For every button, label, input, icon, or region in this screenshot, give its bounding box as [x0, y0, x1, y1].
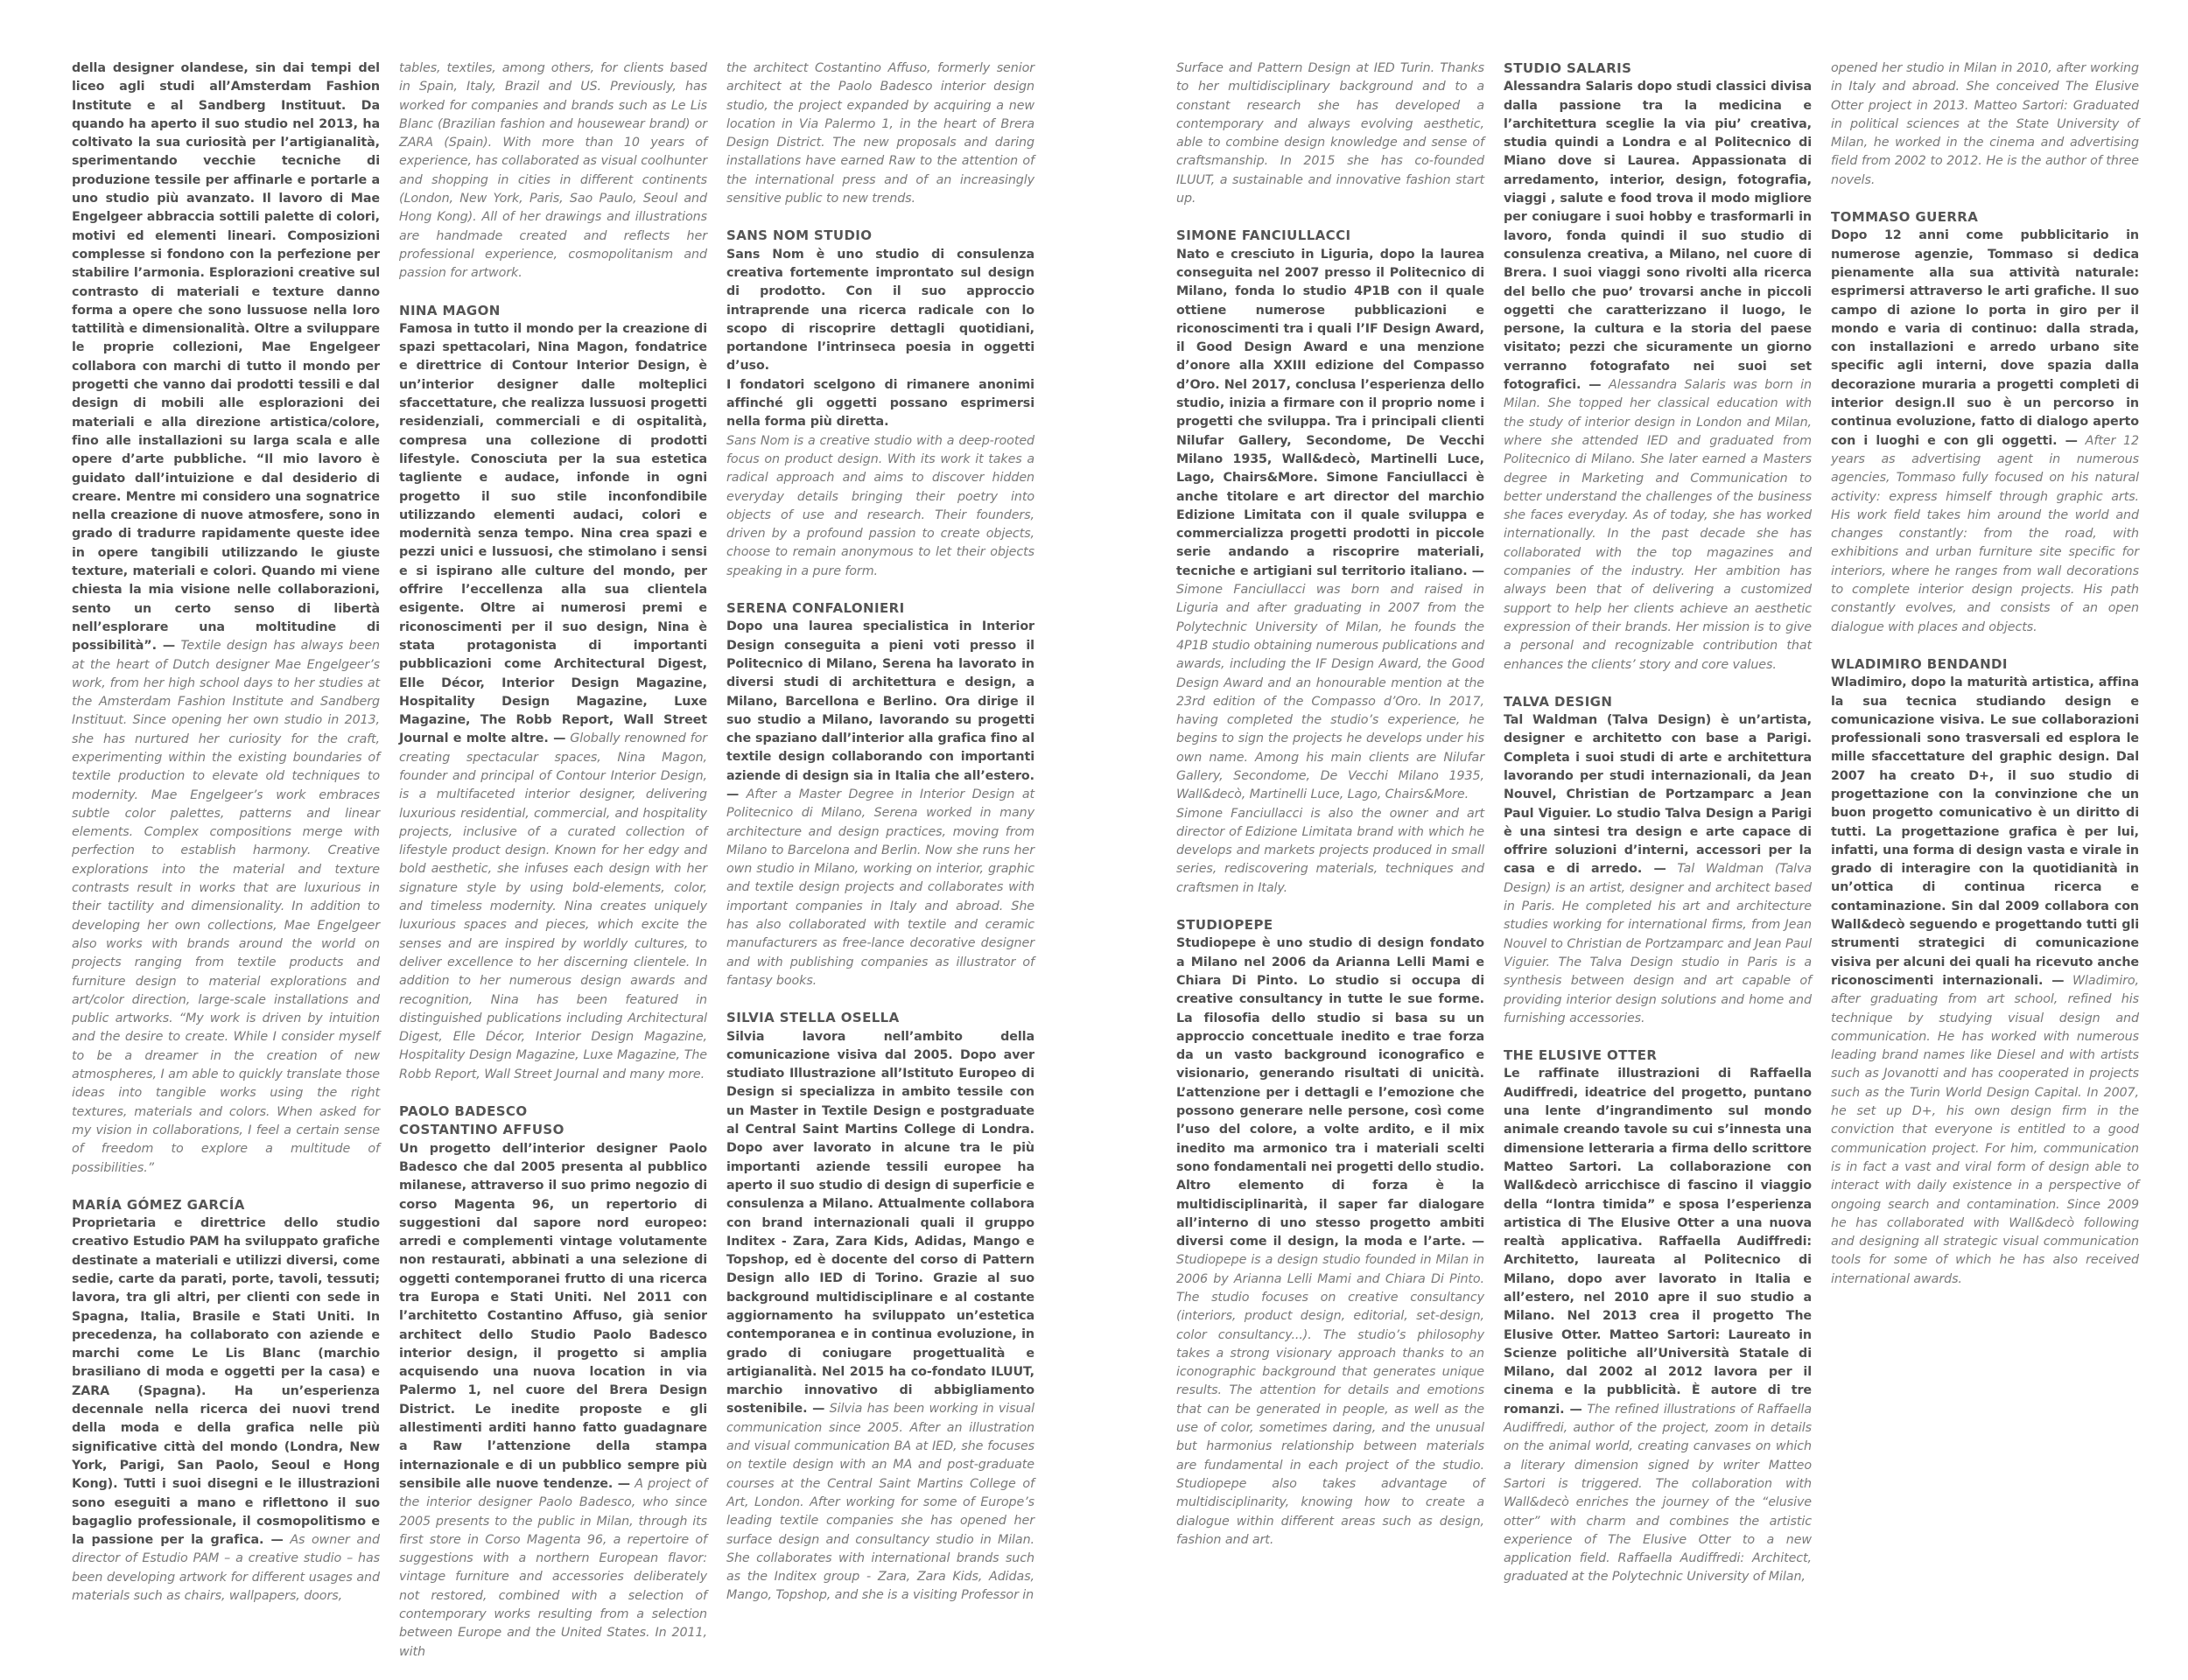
section — [72, 1196, 380, 1606]
italian-text: Un progetto dell’interior designer Paolo Badesco che dal 2005 presenta al pubblico milanese, attraverso il suo primo negozio di corso Magenta 96, un repertorio di suggestioni dal sapore nord europeo: arredi e complementi vintage volutamente non restaurati, abbinati a una selezione di oggetti contemporanei frutto di una ricerca tra Europa e Stati Uniti. Nel 2011 con l’architetto Costantino Affuso, già senior architect dello Studio Paolo Badesco interior design, il progetto si amplia acquisendo una nuova location in via Palermo 1, nel cuore del Brera Design District. Le inedite proposte e gli allestimenti arditi hanno fatto guadagnare a Raw l’attenzione della stampa internazionale e di un pubblico sempre più sensibile alle nuove tendenze. — — [399, 1141, 707, 1491]
section-text — [399, 1140, 707, 1662]
italian-text: Dopo una laurea specialistica in Interior Design conseguita a pieni voti presso il Politecnico di Milano, Serena ha lavorato in diversi studi di architettura e design, a Milano, Barcellona e Berlino. Ora dirige il suo studio a Milano, lavorando su progetti che spaziano dall’interior alla grafica fino al textile design collaborando con importanti aziende di design sia in Italia che all’estero. — — [726, 620, 1034, 802]
english-text: After a Master Degree in Interior Design at Politecnico di Milano, Serena worked in many architecture and design practices, moving from Milano to Barcelona and Berlin. Now she runs her own studio in Milano, working on interior, graphic and textile design projects and collaborates with important companies in Italy and abroad. She has also collaborated with textile and ceramic manufacturers as free-lance decorative designer and with publishing companies as illustrator of fantasy books. — [726, 787, 1034, 988]
section — [1176, 916, 1484, 1550]
section — [399, 302, 707, 1084]
english-text: opened her studio in Milan in 2010, after working in Italy and abroad. She conceived The Elusive Otter project in 2013. Matteo Sartori: Graduated in political sciences at the State University of Milan, he worked in the cinema and advertising field from 2002 to 2012. He is the author of three novels. — [1831, 61, 2139, 187]
section-text — [726, 1028, 1034, 1606]
section-heading: PAOLO BADESCO COSTANTINO AFFUSO — [399, 1103, 565, 1138]
english-text: tables, textiles, among others, for clients based in Spain, Italy, Brazil and US. Previously, has worked for companies and brands such as Le Lis Blanc (Brazilian fashion and housewear brand) or ZARA (Spain). With more than 10 years of experience, has collaborated as visual coolhunter and shopping in cities in different continents (London, New York, Paris, Sao Paulo, Seoul and Hong Kong). All of her drawings and illustrations are handmade created and reflects her professional experience, cosmopolitanism and passion for artwork. — [399, 61, 707, 281]
section — [1504, 1046, 1812, 1587]
english-text: Globally renowned for creating spectacular spaces, Nina Magon, founder and principal of Contour Interior Design, is a multifaceted interior designer, delivering luxurious residential, commercial, and hospitality projects, inclusive of a curated collection of lifestyle product design. Known for her edgy and bold aesthetic, she infuses each design with her signature style by using bold-elements, color, and timeless modernity. Nina creates uniquely luxurious spaces and pieces, which excite the senses and are inspired by worldly cultures, to deliver excellence to her discerning clientele. In addition to her numerous design awards and recognition, Nina has been featured in distinguished publications including Architectural Digest, Elle Décor, Interior Design Magazine, Hospitality Design Magazine, Luxe Magazine, The Robb Report, Wall Street Journal and many more. — [399, 732, 707, 1082]
italian-text: Proprietaria e direttrice dello studio creativo Estudio PAM ha sviluppato grafiche destinate a materiali e utilizzi diversi, come sedie, carte da parati, porte, tavoli, tessuti; lavora, tra gli altri, per clienti con sede in Spagna, Italia, Brasile e Stati Uniti. In precedenza, ha collaborato con aziende e marchi come Le Lis Blanc (marchio brasiliano di moda e oggetti per la casa) e ZARA (Spagna). Ha un’esperienza decennale nella ricerca dei nuovi trend della moda e della grafica nelle più significative città del mondo (Londra, New York, Parigi, San Paolo, Seoul e Hong Kong). Tutti i suoi disegni e le illustrazioni sono eseguiti a mano e riflettono il suo bagaglio professionale, il cosmopolitismo e la passione per la grafica. — — [72, 1216, 380, 1548]
italian-text: Famosa in tutto il mondo per la creazione di spazi spettacolari, Nina Magon, fondatrice e direttrice di Contour Interior Design, è un’interior designer dalle molteplici sfaccettature, che realizza lussuosi progetti residenziali, commerciali e di ospitalità, compresa una collezione di prodotti lifestyle. Conosciuta per la sua estetica tagliente e audace, infonde in ogni progetto il suo stile inconfondibile utilizzando elementi audaci, colori e modernità senza tempo. Nina crea spazi e pezzi unici e lussuosi, che stimolano i sensi e si ispirano alle culture del mondo, per offrire l’eccellenza alla sua clientela esigente. Oltre ai numerosi premi e riconoscimenti per il suo design, Nina è stata protagonista di importanti pubblicazioni come Architectural Digest, Elle Décor, Interior Design Magazine, Hospitality Design Magazine, Luxe Magazine, The Robb Report, Wall Street Journal e molte altre. — — [399, 321, 707, 746]
section-heading: TALVA DESIGN — [1504, 693, 1613, 710]
section — [726, 60, 1034, 208]
section-text — [1504, 78, 1812, 675]
english-text: Textile design has always been at the heart of Dutch designer Mae Engelgeer’s work, from her high school days to her studies at the Amsterdam Fashion Institute and Sandberg Instituut. Since opening her own studio in 2013, she has nurtured her curiosity for the craft, experimenting within the existing boundaries of textile production to elevate old techniques to modernity. Mae Engelgeer’s work embraces subtle color palettes, patterns and linear elements. Complex compositions merge with perfection to establish harmony. Creative explorations into the material and texture contrasts result in works that are luxurious in their tactility and dimensionality. In addition to developing her own collections, Mae Engelgeer also works with brands around the world on projects ranging from textile products and furniture design to material explorations and art/color direction, large-scale installations and public artworks. “My work is driven by intuition and the desire to create. While I consider myself to be a dreamer in the creation of new atmospheres, I am able to quickly translate those ideas into tangible works using the right textures, materials and colors. When asked for my vision in collaborations, I feel a certain sense of freedom to explore a multitude of possibilities.” — [72, 639, 380, 1175]
section-heading: SERENA CONFALONIERI — [726, 600, 905, 617]
english-text: As owner and director of Estudio PAM – a creative studio – has been developing artwork for different usages and materials such as chairs, wallpapers, doors, — [72, 1533, 380, 1604]
section-heading: WLADIMIRO BENDANDI — [1831, 655, 2008, 672]
italian-text: Tal Waldman (Talva Design) è un’artista, designer e architetto con base a Parigi. Completa i suoi studi di arte e architettura lavorando per studi internazionali, da Jean Nouvel, Christian de Portzamparc a Jean Paul Viguier. Lo studio Talva Design a Parigi è una sintesi tra design e arte capace di offrire soluzioni d’interni, accessori per la casa e di arredo. — — [1504, 713, 1812, 877]
section-text — [1176, 246, 1484, 898]
section — [726, 227, 1034, 581]
section-text — [72, 60, 380, 1178]
english-text: Tal Waldman (Talva Design) is an artist, designer and architect based in Paris. He completed his art and architecture studies working for international firms, from Jean Nouvel to Christian de Portzamparc and Jean Paul Viguier. The Talva Design studio in Paris is a synthesis between design and art capable of providing interior design solutions and home and furnishing accessories. — [1504, 862, 1812, 1026]
english-text: Sans Nom is a creative studio with a deep-rooted focus on product design. With its work it takes a radical approach and aims to discover hidden everyday details bringing their poetry into objects of use and research. Their founders, driven by a profound passion to create objects, choose to remain anonymous to let their objects speaking in a pure form. — [726, 433, 1034, 578]
italian-text: della designer olandese, sin dai tempi del liceo agli studi all’Amsterdam Fashion Institute e al Sandberg Instituut. Da quando ha aperto il suo studio nel 2013, ha coltivato la sua curiosità per l’artigianalità, sperimentando vecchie tecniche di produzione tessile per affinarle e portarle a uno studio più avanzato. Il lavoro di Mae Engelgeer abbraccia sottili palette di colori, motivi ed elementi lineari. Composizioni complesse si fondono con la perfezione per stabilire l’armonia. Esplorazioni creative sul contrasto di materiali e texture danno forma a opere che sono lussuose nella loro tattilità e dimensionalità. Oltre a sviluppare le proprie collezioni, Mae Engelgeer collabora con marchi di tutto il mondo per progetti che vanno dai prodotti tessili e dal design di mobili alle esplorazioni dei materiali e alla direzione artistica/colore, fino alle installazioni su larga scala e alle opere d’arte pubbliche. “Il mio lavoro è guidato dall’intuizione e dal desiderio di creare. Mentre mi considero una sognatrice nella creazione di nuove atmosfere, sono in grado di tradurre rapidamente queste idee in opere tangibili utilizzando le giuste texture, materiali e colori. Quando mi viene chiesta la mia visione nelle collaborazioni, sento un certo senso di libertà nell’esplorare una moltitudine di possibilità”. — — [72, 61, 380, 654]
section-heading: TOMMASO GUERRA — [1831, 209, 1979, 226]
english-text: The refined illustrations of Raffaella Audiffredi, author of the project, zoom in details on the animal world, creating canvases on which a literary dimension signed by writer Matteo Sartori is triggered. The collaboration with Wall&decò enriches the journey of the “elusive otter” with charm and combines the artistic experience of The Elusive Otter to a new application field. Raffaella Audiffredi: Architect, graduated at the Polytechnic University of Milan, — [1504, 1402, 1812, 1585]
english-text: Silvia has been working in visual communication since 2005. After an illustration and visual communication BA at IED, she focuses on textile design with an MA and post-graduate courses at the Central Saint Martins College of Art, London. After working for some of Europe’s leading textile companies she has opened her surface design and consultancy studio in Milan. She collaborates with international brands such as the Inditex group - Zara, Zara Kids, Adidas, Mango, Topshop, and she is a visiting Professor in — [726, 1402, 1034, 1603]
italian-text: Sans Nom è uno studio di consulenza creativa fortemente improntato sul design di prodotto. Con il suo approccio intraprende una ricerca radicale con lo scopo di riscoprire dettagli quotidiani, portandone l’intrinseca poesia in oggetti d’uso. I fondatori scelgono di rimanere anonimi affinché gli oggetti possano esprimersi nella forma più diretta. — [726, 247, 1034, 430]
column-3 — [726, 60, 1034, 1624]
column-1 — [72, 60, 380, 1624]
section — [399, 60, 707, 284]
section — [726, 1009, 1034, 1606]
english-text: Alessandra Salaris was born in Milan. She topped her classical education with the study of interior design in London and Milan, where she attended IED and graduated from Politecnico di Milano. She later earned a Masters degree in Marketing and Communication to better understand the challenges of the business she faces everyday. As of today, she has worked internationally. In the past decade she has collaborated with the top magazines and companies of the industry. Her ambition has always been that of delivering a customized support to help her clients achieve an aesthetic expression of their brands. Her mission is to give a personal and recognizable contribution that enhances the clients’ story and core values. — [1504, 378, 1812, 672]
section-text — [1504, 1065, 1812, 1586]
english-text: Studiopepe is a design studio founded in Milan in 2006 by Arianna Lelli Mami and Chiara Di Pinto. The studio focuses on creative consultancy (interiors, product design, editorial, set-design, color consultancy...). The studio’s philosophy takes a strong visionary approach thanks to an iconographic background that generates unique results. The attention for details and emotions that can be generated in people, as well as the use of color, sometimes daring, and the unusual but harmonius relationship between materials are fundamental in each project of the studio. Studiopepe also takes advantage of multidisciplinarity, knowing how to create a dialogue within different areas such as design, fashion and art. — [1176, 1253, 1484, 1547]
section-text — [399, 320, 707, 1084]
section-heading: SILVIA STELLA OSELLA — [726, 1010, 900, 1026]
english-text: Wladimiro, after graduating from art school, refined his technique by studying visual design and communication. He has worked with numerous leading brand names like Diesel and with artists such as Jovanotti and has cooperated in projects such as the Turin World Design Capital. In 2007, he set up D+, his own design firm in the conviction that everyone is entitled to a good communication project. For him, communication is in fact a vast and viral form of design able to interact with daily existence in a perspective of ongoing search and contamination. Since 2009 he has collaborated with Wall&decò following and designing all strategic visual communication tools for some of which he has also received international awards. — [1831, 973, 2140, 1286]
section — [1176, 227, 1484, 898]
italian-text: Studiopepe è uno studio di design fondato a Milano nel 2006 da Arianna Lelli Mami e Chiara Di Pinto. Lo studio si occupa di creative consultancy in tutte le sue forme. La filosofia dello studio si basa su un approccio concettuale inedito e trae forza da un vasto background iconografico e visionario, generando risultati di unicità. L’attenzione per i dettagli e l’emozione che possono generare nelle persone, così come l’uso del colore, a volte ardito, e il mix inedito ma armonico tra i materiali scelti sono fondamentali nei progetti dello studio. Altro elemento di forza è la multidisciplinarità, il saper far dialogare all’interno di uno stesso progetto ambiti diversi come il design, la moda e l’arte. — — [1176, 936, 1484, 1250]
english-text: Simone Fanciullacci was born and raised in Liguria and after graduating in 2007 from the Polytechnic University of Milan, he founds the 4P1B studio obtaining numerous publications and awards, including the IF Design Award, the Good Design Award and an honourable mention at the 23rd edition of the Compasso d’Oro. In 2017, having completed the studio’s experience, he begins to sign the projects he develops under his own name. Among his main clients are Nilufar Gallery, Secondome, De Vecchi Milano 1935, Wall&decò, Martinelli Luce, Lago, Chairs&More. Simone Fanciullacci is also the owner and art director of Edizione Limitata brand with which he develops and markets projects produced in small series, rediscovering materials, techniques and craftsmen in Italy. — [1176, 583, 1484, 895]
section-text — [1831, 227, 2139, 637]
italian-text: Nato e cresciuto in Liguria, dopo la laurea conseguita nel 2007 presso il Politecnico di Milano, fonda lo studio 4P1B con il quale ottiene numerose pubblicazioni e riconoscimenti tra i quali l’IF Design Award, il Good Design Award e una menzione d’onore alla XXIII edizione del Compasso d’Oro. Nel 2017, conclusa l’esperienza dello studio, inizia a firmare con il proprio nome i progetti che sviluppa. Tra i principali clienti Nilufar Gallery, Secondome, De Vecchi Milano 1935, Wall&decò, Martinelli Luce, Lago, Chairs&More. Simone Fanciullacci è anche titolare e art director del marchio Edizione Limitata con il quale sviluppa e commercializza progetti prodotti in piccole serie andando a riscoprire materiali, tecniche e artigiani sul territorio italiano. — — [1176, 247, 1484, 578]
section — [1831, 208, 2139, 637]
section-heading: SIMONE FANCIULLACCI — [1176, 228, 1351, 244]
section — [1831, 60, 2139, 190]
italian-text: Le raffinate illustrazioni di Raffaella Audiffredi, ideatrice del progetto, puntano una lente d’ingrandimento sul mondo animale creando tavole su cui s’innesta una dimensione letteraria a firma dello scrittore Matteo Sartori. La collaborazione con Wall&decò arricchisce di fascino il viaggio della “lontra timida” e sposa l’esperienza artistica di The Elusive Otter a una nuova realtà applicativa. Raffaella Audiffredi: Architetto, laureata al Politecnico di Milano, dopo aver lavorato in Italia e all’estero, nel 2010 apre il suo studio a Milano. Nel 2013 crea il progetto The Elusive Otter. Matteo Sartori: Laureato in Scienze politiche all’Università Statale di Milano, dal 2002 al 2012 lavora per il cinema e la pubblicità. È autore di tre romanzi. — — [1504, 1067, 1812, 1417]
section-heading: MARÍA GÓMEZ GARCÍA — [72, 1196, 245, 1213]
section-heading: STUDIO SALARIS — [1504, 60, 1632, 76]
section — [1176, 60, 1484, 208]
section — [726, 599, 1034, 990]
section-heading: STUDIOPEPE — [1176, 917, 1273, 934]
english-text: A project of the interior designer Paolo Badesco, who since 2005 presents to the public in Milan, through its first store in Corso Magenta 96, a repertoire of suggestions with a northern European flavor: vintage furniture and accessories deliberately not restored, combined with a selection of contemporary works resulting from a selection between Europe and the United States. In 2011, with — [399, 1476, 708, 1659]
section — [1504, 60, 1812, 675]
column-2 — [399, 60, 707, 1680]
column-4 — [1176, 60, 1484, 1568]
column-5 — [1504, 60, 1812, 1606]
section-heading: NINA MAGON — [399, 302, 501, 318]
italian-text: Dopo 12 anni come pubblicitario in numerose agenzie, Tommaso si dedica pienamente alla sua attività naturale: esprimersi attraverso le arti grafiche. Il suo campo di azione lo porta in giro per il mondo e varia di continuo: dalla strada, con installazioni e arredo urbano site specific agli interni, dove spazia dalla decorazione muraria a progetti completi di interior design.Il suo è un percorso in continua evoluzione, fatto di dialogo aperto con i luoghi e con gli oggetti. — — [1831, 228, 2139, 448]
english-text: the architect Costantino Affuso, formerly senior architect at the Paolo Badesco interior design studio, the project expanded by acquiring a new location in Via Palermo 1, in the heart of Brera Design District. The new proposals and daring installations have earned Raw to the attention of the international press and of an increasingly sensitive public to new trends. — [726, 61, 1034, 206]
column-6 — [1831, 60, 2139, 1307]
english-text: Surface and Pattern Design at IED Turin. Thanks to her multidisciplinary background and to a constant research she has developed a contemporary and always evolving aesthetic, able to combine design knowledge and sense of craftsmanship. In 2015 she has co-founded ILUUT, a sustainable and innovative fashion start up. — [1176, 61, 1484, 206]
section-text — [72, 1214, 380, 1606]
section — [399, 1102, 707, 1662]
section-text — [1831, 674, 2139, 1289]
section — [72, 60, 380, 1178]
italian-text: Silvia lavora nell’ambito della comunicazione visiva dal 2005. Dopo aver studiato Illustrazione all’Istituto Europeo di Design si specializza in ambito tessile con un Master in Textile Design e postgraduate al Central Saint Martins College di Londra. Dopo aver lavorato in alcune tra le più importanti aziende tessili europee ha aperto il suo studio di design di superficie e consulenza a Milano. Attualmente collabora con brand internazionali quali il gruppo Inditex - Zara, Zara Kids, Adidas, Mango e Topshop, ed è docente del corso di Pattern Design allo IED di Torino. Grazie al suo background multidisciplinare e al costante aggiornamento ha sviluppato un’estetica contemporanea e in continua evoluzione, in grado di coniugare progettualità e artigianalità. Nel 2015 ha co-fondato ILUUT, marchio innovativo di abbigliamento sostenibile. — — [726, 1029, 1034, 1417]
italian-text: Wladimiro, dopo la maturità artistica, affina la sua tecnica studiando design e comunicazione visiva. Le sue collaborazioni professionali sono trasversali ed esplora le mille sfaccettature del graphic design. Dal 2007 ha creato D+, il suo studio di progettazione con la convinzione che un buon progetto comunicativo è un diritto di tutti. La progettazione grafica è per lui, infatti, una forma di design vasta e virale in grado di interagire con la quotidianità in un’ottica di continua ricerca e contaminazione. Sin dal 2009 collabora con Wall&decò seguendo e progettando tutti gli strumenti strategici di comunicazione visiva per alcuni dei quali ha ricevuto anche riconoscimenti internazionali. — — [1831, 676, 2139, 988]
section-heading: SANS NOM STUDIO — [726, 228, 873, 244]
italian-text: Alessandra Salaris dopo studi classici divisa dalla passione tra la medicina e l’architettura sceglie la via piu’ creativa, studia quindi a Londra e al Politecnico di Miano dove si Laurea. Appassionata di arredamento, interior, design, fotografia, viaggi , salute e food trova il modo migliore per coniugare i suoi hobby e trasformarli in lavoro, fonda quindi il suo studio di consulenza creativa, a Milano, nel cuore di Brera. I suoi viaggi sono rivolti alla ricerca del bello che puo’ trovarsi anche in piccoli oggetti che caratterizzano il luogo, le persone, la cultura e la storia del paese visitato; pezzi che sicuramente un giorno verranno fotografato nei suoi set fotografici. — — [1504, 80, 1812, 393]
section-text — [726, 618, 1034, 990]
section-text — [1176, 934, 1484, 1550]
section — [1504, 693, 1812, 1028]
section — [1831, 655, 2139, 1289]
section-heading: THE ELUSIVE OTTER — [1504, 1047, 1658, 1064]
english-text: After 12 years as advertising agent in numerous agencies, Tommaso fully focused on his natural activity: express himself through graphic arts. His work field takes him around the world and changes constantly: from the road, with exhibitions and urban furniture site specific for interiors, where he ranges from wall decorations to complete interior design projects. His path constantly evolves, and consists of an open dialogue with places and objects. — [1831, 433, 2140, 634]
section-text — [1504, 711, 1812, 1028]
